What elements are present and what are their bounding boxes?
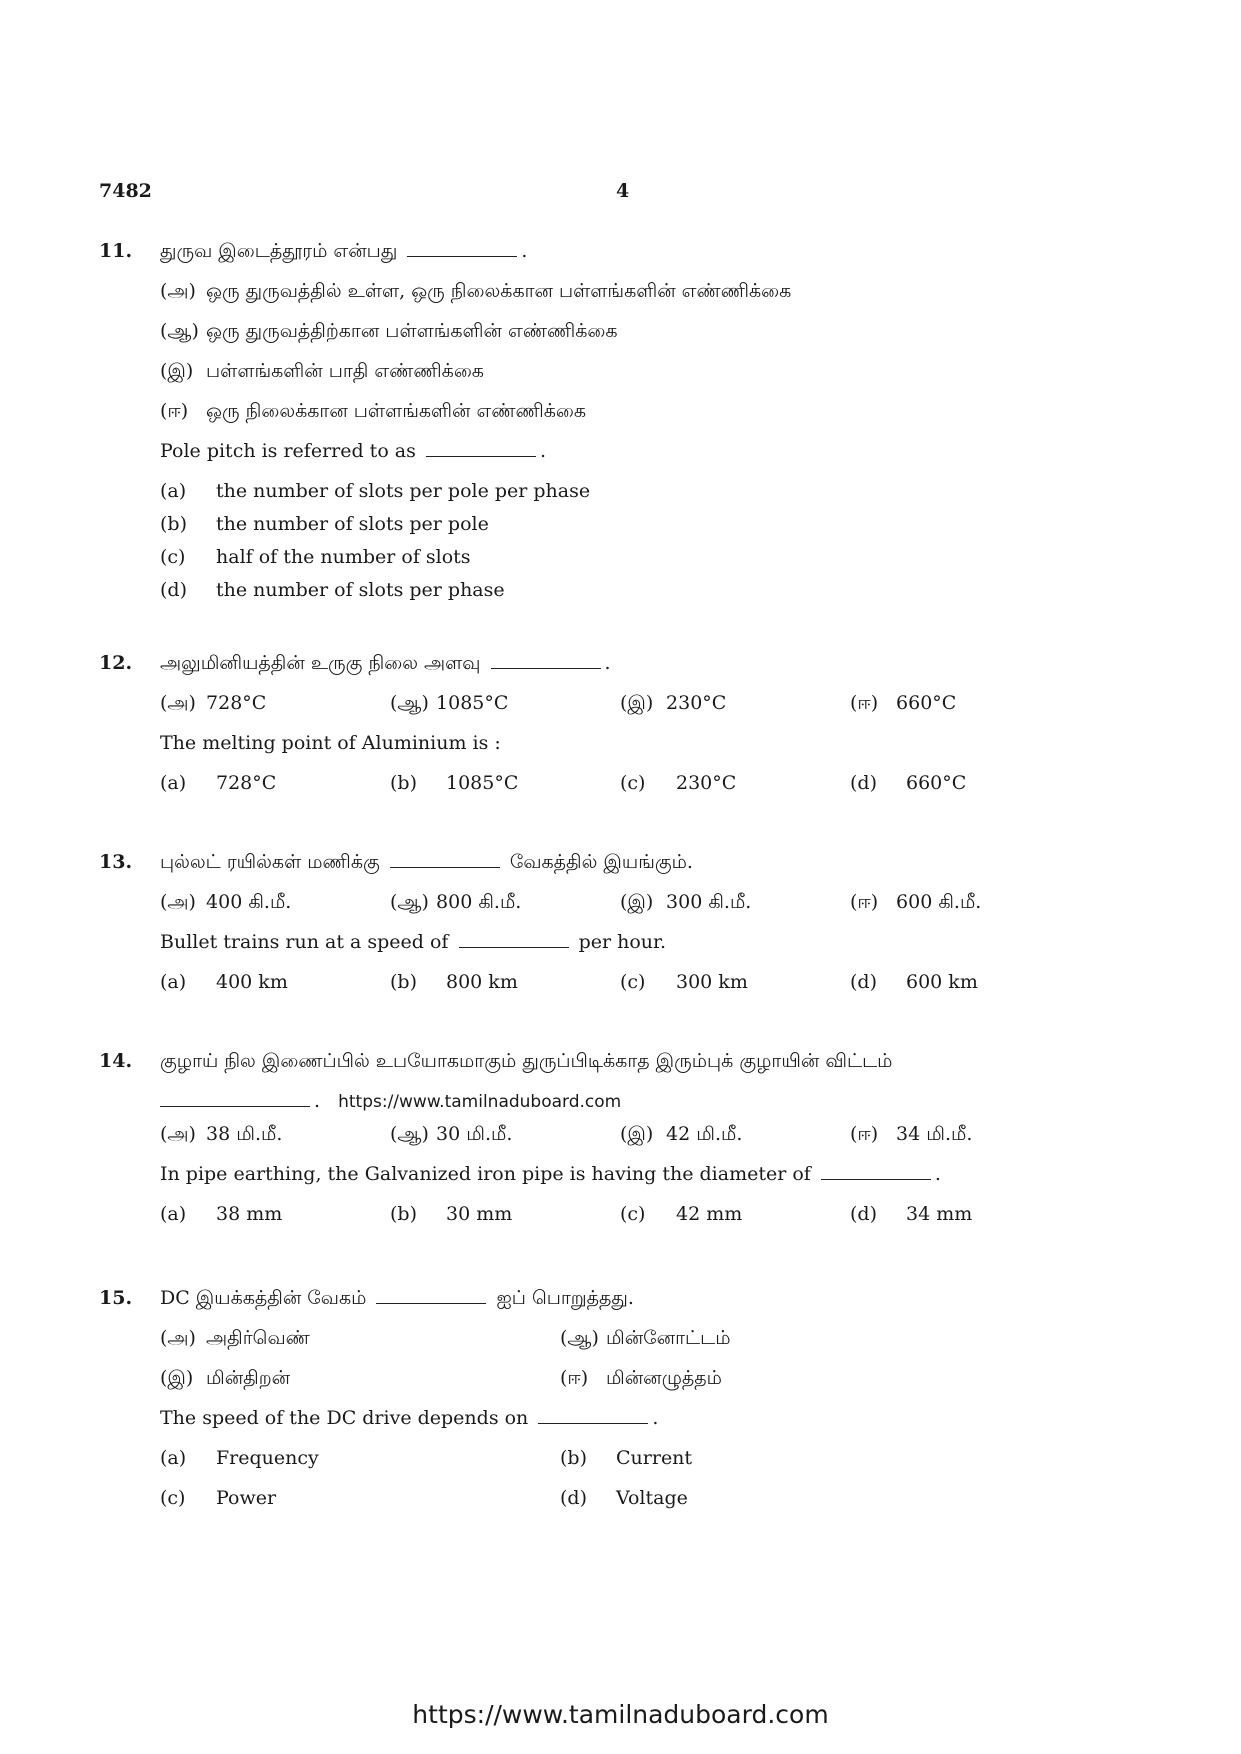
option-tamil-d[interactable]: (ஈ) 34 மி.மீ. xyxy=(850,1123,973,1145)
option-english-c[interactable]: (c) half of the number of slots xyxy=(160,546,471,568)
question-text-tamil: DC இயக்கத்தின் வேகம் ஐப் பொறுத்தது. xyxy=(160,1287,634,1309)
option-tamil-d[interactable]: (ஈ) 600 கி.மீ. xyxy=(850,891,982,913)
option-english-d[interactable]: (d) 34 mm xyxy=(850,1203,973,1225)
question-text-tamil: அலுமினியத்தின் உருகு நிலை அளவு . xyxy=(160,652,611,674)
option-tamil-b[interactable]: (ஆ) 1085°C xyxy=(390,692,509,714)
question-text-english: The melting point of Aluminium is : xyxy=(160,732,501,754)
options-english xyxy=(160,1203,1109,1243)
question-12 xyxy=(99,652,1109,812)
option-english-a[interactable]: (a) 400 km xyxy=(160,971,288,993)
options-tamil xyxy=(160,1123,1109,1163)
question-number: 11. xyxy=(99,240,133,262)
options-tamil-row2 xyxy=(160,1367,1109,1407)
paper-code: 7482 xyxy=(99,180,152,202)
option-tamil-c[interactable]: (இ) 300 கி.மீ. xyxy=(620,891,752,913)
options-tamil xyxy=(160,692,1109,732)
option-tamil-d[interactable]: (ஈ) ஒரு நிலைக்கான பள்ளங்களின் எண்ணிக்கை xyxy=(160,400,587,422)
question-number: 15. xyxy=(99,1287,133,1309)
option-english-b[interactable]: (b) 30 mm xyxy=(390,1203,513,1225)
blank-line: . https://www.tamilnaduboard.com xyxy=(160,1090,1109,1123)
option-tamil-c[interactable]: (இ) 230°C xyxy=(620,692,727,714)
question-number: 13. xyxy=(99,851,133,873)
question-number: 14. xyxy=(99,1050,133,1072)
option-english-d[interactable]: (d) the number of slots per phase xyxy=(160,579,505,601)
option-english-a[interactable]: (a) the number of slots per pole per phase xyxy=(160,480,591,502)
option-english-b[interactable]: (b) 1085°C xyxy=(390,772,519,794)
question-text-english: In pipe earthing, the Galvanized iron pipe is having the diameter of . xyxy=(160,1163,941,1185)
options-english xyxy=(160,772,1109,812)
option-english-a[interactable]: (a) 728°C xyxy=(160,772,277,794)
options-english-row1 xyxy=(160,1447,1109,1487)
options-english xyxy=(160,971,1109,1011)
option-tamil-d[interactable]: (ஈ) மின்னழுத்தம் xyxy=(560,1367,722,1389)
question-number: 12. xyxy=(99,652,133,674)
option-tamil-b[interactable]: (ஆ) மின்னோட்டம் xyxy=(560,1327,731,1349)
page-number: 4 xyxy=(616,180,630,202)
question-text-tamil: துருவ இடைத்தூரம் என்பது . xyxy=(160,240,528,262)
option-tamil-d[interactable]: (ஈ) 660°C xyxy=(850,692,957,714)
option-tamil-a[interactable]: (அ) அதிர்வெண் xyxy=(160,1327,310,1349)
option-english-c[interactable]: (c) 230°C xyxy=(620,772,737,794)
option-tamil-c[interactable]: (இ) 42 மி.மீ. xyxy=(620,1123,743,1145)
question-text-english: Bullet trains run at a speed of per hour. xyxy=(160,931,667,953)
option-english-a[interactable]: (a) 38 mm xyxy=(160,1203,283,1225)
question-text-tamil: புல்லட் ரயில்கள் மணிக்கு வேகத்தில் இயங்கும். xyxy=(160,851,693,873)
option-tamil-c[interactable]: (இ) மின்திறன் xyxy=(160,1367,291,1389)
question-13 xyxy=(99,851,1109,1011)
question-11 xyxy=(99,240,1109,612)
question-text-tamil: குழாய் நில இணைப்பில் உபயோகமாகும் துருப்பிடிக்காத இரும்புக் குழாயின் விட்டம் xyxy=(160,1050,893,1072)
option-english-d[interactable]: (d) 660°C xyxy=(850,772,967,794)
option-english-b[interactable]: (b) 800 km xyxy=(390,971,518,993)
option-english-b[interactable]: (b) Current xyxy=(560,1447,693,1469)
option-tamil-c[interactable]: (இ) பள்ளங்களின் பாதி எண்ணிக்கை xyxy=(160,360,484,382)
watermark-url[interactable]: https://www.tamilnaduboard.com xyxy=(338,1092,622,1112)
question-text-english: Pole pitch is referred to as . xyxy=(160,440,546,462)
options-tamil-row1 xyxy=(160,1327,1109,1367)
question-text-english: The speed of the DC drive depends on . xyxy=(160,1407,659,1429)
option-english-c[interactable]: (c) Power xyxy=(160,1487,277,1509)
question-15 xyxy=(99,1287,1109,1527)
option-tamil-b[interactable]: (ஆ) ஒரு துருவத்திற்கான பள்ளங்களின் எண்ணிக்கை xyxy=(160,320,618,342)
question-14 xyxy=(99,1050,1109,1243)
option-english-d[interactable]: (d) Voltage xyxy=(560,1487,688,1509)
option-english-a[interactable]: (a) Frequency xyxy=(160,1447,319,1469)
option-english-c[interactable]: (c) 42 mm xyxy=(620,1203,743,1225)
options-english-row2 xyxy=(160,1487,1109,1527)
option-tamil-b[interactable]: (ஆ) 800 கி.மீ. xyxy=(390,891,522,913)
options-tamil xyxy=(160,891,1109,931)
option-tamil-a[interactable]: (அ) ஒரு துருவத்தில் உள்ள, ஒரு நிலைக்கான பள்ளங்களின் எண்ணிக்கை xyxy=(160,280,792,302)
option-english-c[interactable]: (c) 300 km xyxy=(620,971,748,993)
option-tamil-a[interactable]: (அ) 400 கி.மீ. xyxy=(160,891,292,913)
option-tamil-a[interactable]: (அ) 728°C xyxy=(160,692,267,714)
option-english-d[interactable]: (d) 600 km xyxy=(850,971,978,993)
option-tamil-b[interactable]: (ஆ) 30 மி.மீ. xyxy=(390,1123,513,1145)
footer-url[interactable]: https://www.tamilnaduboard.com xyxy=(412,1700,829,1729)
option-english-b[interactable]: (b) the number of slots per pole xyxy=(160,513,489,535)
option-tamil-a[interactable]: (அ) 38 மி.மீ. xyxy=(160,1123,283,1145)
